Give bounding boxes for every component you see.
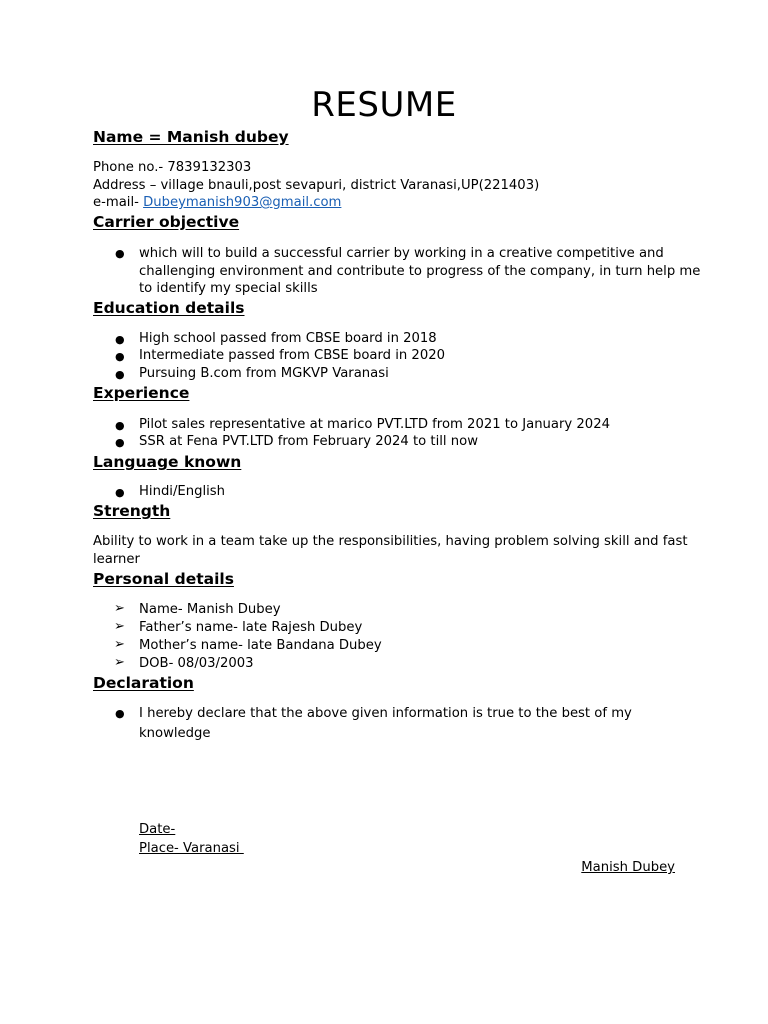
personal-item: Name- Manish Dubey [139,602,281,617]
phone-line: Phone no.- 7839132303 [93,160,252,175]
education-item: Pursuing B.com from MGKVP Varanasi [139,366,389,381]
experience-heading: Experience [93,384,190,402]
objective-line: which will to build a successful carrier by working in a creative competitive and [139,246,664,261]
name-heading: Name = Manish dubey [93,128,289,146]
strength-heading: Strength [93,502,171,520]
email-line [93,195,341,210]
arrow-bullet-icon: ➢ [114,655,125,670]
experience-item: SSR at Fena PVT.LTD from February 2024 to till now [139,434,478,449]
declaration-line: I hereby declare that the above given information is true to the best of my [139,706,632,721]
email-label: e-mail- [93,195,144,210]
email-link[interactable]: Dubeymanish903@gmail.com [143,195,342,210]
disc-bullet-icon: ● [115,486,125,499]
address-line: Address – village bnauli,post sevapuri, district Varanasi,UP(221403) [93,178,540,193]
personal-item: DOB- 08/03/2003 [139,656,254,671]
disc-bullet-icon: ● [115,333,125,346]
date-line: Date- [139,822,176,837]
experience-item: Pilot sales representative at marico PVT.LTD from 2021 to January 2024 [139,417,610,432]
personal-heading: Personal details [93,570,234,588]
language-item: Hindi/English [139,484,226,499]
disc-bullet-icon: ● [115,368,125,381]
declaration-line: knowledge [139,726,211,741]
arrow-bullet-icon: ➢ [114,637,125,652]
disc-bullet-icon: ● [115,436,125,449]
language-heading: Language known [93,453,242,471]
education-item: High school passed from CBSE board in 2018 [139,331,437,346]
carrier-objective-heading: Carrier objective [93,213,240,231]
page-title: RESUME [311,85,457,125]
objective-line: challenging environment and contribute to progress of the company, in turn help me [139,264,701,279]
strength-line: learner [93,552,140,567]
disc-bullet-icon: ● [115,707,125,720]
arrow-bullet-icon: ➢ [114,619,125,634]
signature: Manish Dubey [581,860,675,875]
disc-bullet-icon: ● [115,350,125,363]
disc-bullet-icon: ● [115,247,125,260]
place-line: Place- Varanasi [139,841,244,856]
education-heading: Education details [93,299,245,317]
objective-line: to identify my special skills [139,281,318,296]
disc-bullet-icon: ● [115,419,125,432]
strength-line: Ability to work in a team take up the responsibilities, having problem solving skill and fast [93,534,688,549]
declaration-heading: Declaration [93,674,194,692]
arrow-bullet-icon: ➢ [114,601,125,616]
personal-item: Father’s name- late Rajesh Dubey [139,620,363,635]
personal-item: Mother’s name- late Bandana Dubey [139,638,382,653]
education-item: Intermediate passed from CBSE board in 2020 [139,348,445,363]
